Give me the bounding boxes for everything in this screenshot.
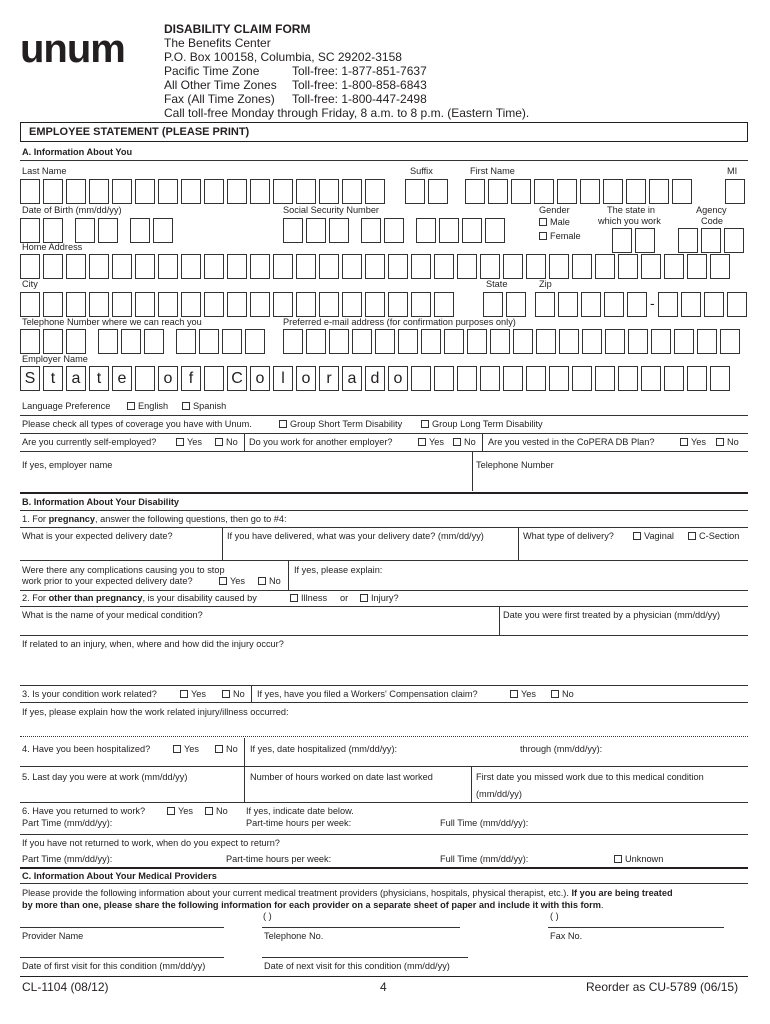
english-option[interactable]	[127, 402, 168, 411]
self-employed-no[interactable]	[215, 438, 238, 447]
male-option[interactable]	[539, 218, 570, 227]
ssn-label: Social Security Number	[283, 205, 379, 215]
yes-label: Yes	[230, 576, 245, 586]
hospitalized-no[interactable]	[215, 745, 238, 754]
female-option[interactable]	[539, 232, 581, 241]
phone-field[interactable]	[20, 329, 265, 354]
pt-hours-label: Part-time hours per week:	[246, 818, 352, 828]
state-label: State	[486, 279, 508, 289]
employer-char: S	[20, 366, 40, 391]
illness-option[interactable]	[290, 594, 327, 603]
missed-work-label-2: (mm/dd/yy)	[476, 789, 522, 799]
section-c-title: C. Information About Your Medical Providers	[22, 871, 217, 881]
complications-label-1: Were there any complications causing you to stop	[22, 565, 225, 575]
last-name-field[interactable]	[20, 179, 385, 204]
employer-phone-label: Telephone Number	[476, 460, 554, 470]
employer-char: o	[158, 366, 178, 391]
work-related-yes-checkbox[interactable]	[180, 690, 188, 698]
female-label: Female	[550, 231, 581, 241]
csection-option[interactable]	[688, 532, 739, 541]
no-label: No	[269, 576, 281, 586]
vested-no[interactable]	[716, 438, 739, 447]
suffix-label: Suffix	[410, 166, 433, 176]
pt-hours-label-2: Part-time hours per week:	[226, 854, 332, 864]
self-employed-yes[interactable]	[176, 438, 202, 447]
self-employed-no-checkbox[interactable]	[215, 438, 223, 446]
form-number: CL-1104 (08/12)	[22, 980, 109, 994]
employer-char: f	[181, 366, 201, 391]
full-time-label-2: Full Time (mm/dd/yy):	[440, 854, 529, 864]
male-checkbox[interactable]	[539, 218, 547, 226]
vested-yes-checkbox[interactable]	[680, 438, 688, 446]
first-treated-label: Date you were first treated by a physician (mm/dd/yy)	[503, 610, 721, 620]
employer-char: l	[273, 366, 293, 391]
fax-label: Fax (All Time Zones)	[164, 92, 275, 106]
unknown-option[interactable]	[614, 855, 663, 864]
pacific-phone: Toll-free: 1-877-851-7637	[292, 64, 427, 78]
yes-label: Yes	[187, 437, 202, 447]
statement-banner	[20, 122, 748, 142]
hours-note: Call toll-free Monday through Friday, 8 a.m. to 8 p.m. (Eastern Time).	[164, 106, 530, 120]
delivery-date-label: If you have delivered, what was your delivery date? (mm/dd/yy)	[227, 531, 484, 541]
other-tz-label: All Other Time Zones	[164, 78, 277, 92]
employer-label: Employer Name	[22, 354, 88, 364]
explain-label: If yes, please explain:	[294, 565, 383, 575]
delivery-type-label: What type of delivery?	[523, 531, 614, 541]
returned-yes[interactable]	[167, 807, 193, 816]
illness-label: Illness	[301, 593, 328, 603]
illness-checkbox[interactable]	[290, 594, 298, 602]
email-label: Preferred e-mail address (for confirmation purposes only)	[283, 317, 516, 327]
wc-yes-checkbox[interactable]	[510, 690, 518, 698]
self-employed-yes-checkbox[interactable]	[176, 438, 184, 446]
wc-no-checkbox[interactable]	[551, 690, 559, 698]
work-related-yes[interactable]	[180, 690, 206, 699]
hospital-date-label: If yes, date hospitalized (mm/dd/yy):	[250, 744, 398, 754]
q5-label: 5. Last day you were at work (mm/dd/yy)	[22, 772, 188, 782]
injury-label: Injury?	[371, 593, 399, 603]
ssn-field[interactable]	[283, 218, 505, 243]
ltd-label: Group Long Term Disability	[432, 419, 543, 429]
hospitalized-yes[interactable]	[173, 745, 199, 754]
english-checkbox[interactable]	[127, 402, 135, 410]
zip4-field[interactable]	[658, 292, 747, 317]
part-time-label-2: Part Time (mm/dd/yy):	[22, 854, 113, 864]
hours-worked-label: Number of hours worked on date last worked	[250, 772, 433, 782]
telephone-line[interactable]	[262, 927, 460, 928]
part-time-label: Part Time (mm/dd/yy):	[22, 818, 113, 828]
std-label: Group Short Term Disability	[290, 419, 403, 429]
employer-char: d	[365, 366, 385, 391]
yes-label: Yes	[178, 806, 193, 816]
section-a-title: A. Information About You	[22, 147, 133, 157]
telephone-label: Telephone No.	[264, 931, 324, 941]
complications-yes-checkbox[interactable]	[219, 577, 227, 585]
q3-label: 3. Is your condition work related?	[22, 689, 157, 699]
section-b-title: B. Information About Your Disability	[22, 497, 180, 507]
zip-field[interactable]	[535, 292, 647, 317]
employer-char: t	[43, 366, 63, 391]
or-label: or	[340, 593, 349, 603]
ltd-checkbox[interactable]	[421, 420, 429, 428]
complications-no-checkbox[interactable]	[258, 577, 266, 585]
expected-delivery-label: What is your expected delivery date?	[22, 531, 173, 541]
employer-char: o	[250, 366, 270, 391]
no-label: No	[226, 437, 238, 447]
no-label: No	[562, 689, 574, 699]
other-employer-label: Do you work for another employer?	[249, 437, 393, 447]
yes-label: Yes	[191, 689, 206, 699]
pacific-label: Pacific Time Zone	[164, 64, 260, 78]
female-checkbox[interactable]	[539, 232, 547, 240]
complications-label-2: work prior to your expected delivery date?	[22, 576, 193, 586]
other-employer-yes[interactable]	[418, 438, 444, 447]
language-label: Language Preference	[22, 401, 111, 411]
male-label: Male	[550, 217, 570, 227]
wc-yes[interactable]	[510, 690, 536, 699]
zip-label: Zip	[539, 279, 552, 289]
city-label: City	[22, 279, 38, 289]
wc-no[interactable]	[551, 690, 574, 699]
not-returned-label: If you have not returned to work, when do you expect to return?	[22, 838, 280, 848]
reorder-note: Reorder as CU-5789 (06/15)	[586, 980, 739, 994]
vaginal-option[interactable]	[633, 532, 674, 541]
spanish-checkbox[interactable]	[182, 402, 190, 410]
missed-work-label-1: First date you missed work due to this medical condition	[476, 772, 704, 782]
no-label: No	[464, 437, 476, 447]
csection-label: C-Section	[699, 531, 740, 541]
page-number: 4	[380, 980, 387, 994]
employer-char: C	[227, 366, 247, 391]
providers-instructions-1: Please provide the following information about your current medical treatment providers (physicians, hospitals, physical therapist, etc.). If you are being treated	[22, 888, 673, 898]
employer-name-label: If yes, employer name	[22, 460, 113, 470]
std-checkbox[interactable]	[279, 420, 287, 428]
form-title: DISABILITY CLAIM FORM	[164, 22, 311, 36]
csection-checkbox[interactable]	[688, 532, 696, 540]
fax-line[interactable]	[548, 927, 724, 928]
first-name-label: First Name	[470, 166, 515, 176]
next-visit-label: Date of next visit for this condition (mm/dd/yy)	[264, 961, 450, 971]
work-related-explain-label: If yes, please explain how the work related injury/illness occurred:	[22, 707, 289, 717]
full-time-label: Full Time (mm/dd/yy):	[440, 818, 529, 828]
home-address-label: Home Address	[22, 242, 83, 252]
gender-label: Gender	[539, 205, 570, 215]
city-field[interactable]	[20, 292, 454, 317]
employer-char: r	[319, 366, 339, 391]
other-tz-phone: Toll-free: 1-800-858-6843	[292, 78, 427, 92]
fax-label: Fax No.	[550, 931, 583, 941]
complications-no[interactable]	[258, 577, 281, 586]
no-label: No	[233, 689, 245, 699]
condition-label: What is the name of your medical condition?	[22, 610, 203, 620]
hospitalized-yes-checkbox[interactable]	[173, 745, 181, 753]
yes-label: Yes	[521, 689, 536, 699]
employer-char	[204, 366, 224, 391]
phone-label: Telephone Number where we can reach you	[22, 317, 202, 327]
dob-field[interactable]	[20, 218, 173, 243]
employer-char	[135, 366, 155, 391]
next-visit-line[interactable]	[262, 957, 468, 958]
through-label: through (mm/dd/yy):	[520, 744, 603, 754]
employer-char: a	[342, 366, 362, 391]
vested-yes[interactable]	[680, 438, 706, 447]
state-work-label-2: which you work	[598, 216, 661, 226]
agency-label-2: Code	[701, 216, 723, 226]
no-label: No	[727, 437, 739, 447]
coverage-label: Please check all types of coverage you have with Unum.	[22, 419, 252, 429]
employer-char: e	[112, 366, 132, 391]
injury-option[interactable]	[360, 594, 399, 603]
spanish-label: Spanish	[193, 401, 227, 411]
provider-name-line[interactable]	[20, 927, 224, 928]
injury-checkbox[interactable]	[360, 594, 368, 602]
vested-label: Are you vested in the CoPERA DB Plan?	[488, 437, 655, 447]
first-visit-label: Date of first visit for this condition (mm/dd/yy)	[22, 961, 206, 971]
fax-phone: Toll-free: 1-800-447-2498	[292, 92, 427, 106]
yes-label: Yes	[429, 437, 444, 447]
q4-label: 4. Have you been hospitalized?	[22, 744, 151, 754]
employer-char: o	[296, 366, 316, 391]
work-related-no-checkbox[interactable]	[222, 690, 230, 698]
email-field[interactable]	[283, 329, 740, 354]
state-work-label-1: The state in	[607, 205, 656, 215]
returned-no[interactable]	[205, 807, 228, 816]
other-employer-no-checkbox[interactable]	[453, 438, 461, 446]
providers-instructions-2: by more than one, please share the following information for each provider on a separate sheet of paper and include it with this form.	[22, 900, 604, 910]
unknown-label: Unknown	[625, 854, 664, 864]
employer-char: o	[388, 366, 408, 391]
fax-parens: ( )	[550, 911, 559, 921]
employer-char: t	[89, 366, 109, 391]
employer-field[interactable]	[20, 366, 730, 391]
vaginal-checkbox[interactable]	[633, 532, 641, 540]
employer-char: a	[66, 366, 86, 391]
suffix-field[interactable]	[405, 179, 448, 204]
logo-text: unum	[20, 28, 125, 68]
first-name-field[interactable]	[465, 179, 692, 204]
std-option[interactable]	[279, 420, 402, 429]
ltd-option[interactable]	[421, 420, 543, 429]
vaginal-label: Vaginal	[644, 531, 674, 541]
no-label: No	[226, 744, 238, 754]
english-label: English	[138, 401, 169, 411]
statement-title: EMPLOYEE STATEMENT (PLEASE PRINT)	[29, 126, 250, 138]
other-employer-no[interactable]	[453, 438, 476, 447]
yes-label: Yes	[184, 744, 199, 754]
unknown-checkbox[interactable]	[614, 855, 622, 863]
mi-field[interactable]	[725, 179, 745, 204]
agency-label-1: Agency	[696, 205, 727, 215]
other-employer-yes-checkbox[interactable]	[418, 438, 426, 446]
state-work-field[interactable]	[612, 228, 655, 253]
benefits-center: The Benefits Center	[164, 36, 271, 50]
no-label: No	[216, 806, 228, 816]
wc-claim-label: If yes, have you filed a Workers' Compensation claim?	[257, 689, 478, 699]
unum-logo	[20, 28, 150, 68]
work-related-no[interactable]	[222, 690, 245, 699]
dob-label: Date of Birth (mm/dd/yy)	[22, 205, 122, 215]
address: P.O. Box 100158, Columbia, SC 29202-3158	[164, 50, 402, 64]
hospitalized-no-checkbox[interactable]	[215, 745, 223, 753]
last-name-label: Last Name	[22, 166, 67, 176]
complications-yes[interactable]	[219, 577, 245, 586]
agency-code-field[interactable]	[678, 228, 744, 253]
spanish-option[interactable]	[182, 402, 226, 411]
injury-occur-label: If related to an injury, when, where and how did the injury occur?	[22, 639, 284, 649]
returned-no-checkbox[interactable]	[205, 807, 213, 815]
q6-label: 6. Have you returned to work?	[22, 806, 146, 816]
provider-name-label: Provider Name	[22, 931, 84, 941]
home-address-field[interactable]	[20, 254, 730, 279]
mi-label: MI	[727, 166, 738, 176]
q2-label: 2. For other than pregnancy, is your disability caused by	[22, 593, 257, 603]
indicate-label: If yes, indicate date below.	[246, 806, 354, 816]
vested-no-checkbox[interactable]	[716, 438, 724, 446]
first-visit-line[interactable]	[20, 957, 224, 958]
yes-label: Yes	[691, 437, 706, 447]
state-field[interactable]	[483, 292, 526, 317]
q1-label: 1. For pregnancy, answer the following questions, then go to #4:	[22, 514, 287, 524]
zip-dash: -	[650, 295, 655, 311]
self-employed-label: Are you currently self-employed?	[22, 437, 157, 447]
phone-parens: ( )	[263, 911, 272, 921]
returned-yes-checkbox[interactable]	[167, 807, 175, 815]
